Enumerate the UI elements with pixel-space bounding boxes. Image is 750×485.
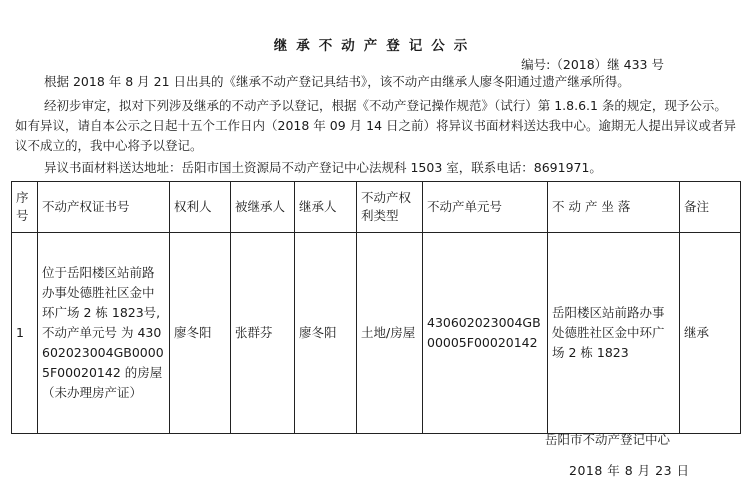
cell-right-type: 土地/房屋	[357, 233, 423, 434]
paragraph-basis: 根据 2018 年 8 月 21 日出具的《继承不动产登记具结书》，该不动产由继承人廖冬阳通过遗产继承所得。	[44, 74, 630, 89]
header-bequeather: 被继承人	[231, 182, 295, 233]
header-location: 不 动 产 坐 落	[548, 182, 680, 233]
table-row	[12, 233, 741, 434]
notice-title: 继承不动产登记公示	[273, 38, 477, 54]
cell-note: 继承	[680, 233, 741, 434]
cell-holder: 廖冬阳	[170, 233, 231, 434]
cell-cert: 位于岳阳楼区站前路办事处德胜社区金中环广场 2 栋 1823号,不动产单元号 为 430602023004GB00005F00020142 的房屋（未办理房产证）	[38, 233, 170, 434]
cell-unit-no: 430602023004GB00005F00020142	[423, 233, 548, 434]
header-right-type: 不动产权利类型	[357, 182, 423, 233]
paragraph-objection-address: 异议书面材料送达地址：岳阳市国土资源局不动产登记中心法规科 1503 室，联系电话：8691971。	[44, 160, 602, 175]
issue-date: 2018 年 8 月 23 日	[569, 463, 690, 478]
registration-table	[11, 181, 741, 434]
paragraph-review: 经初步审定，拟对下列涉及继承的不动产予以登记，根据《不动产登记操作规范》（试行）第 1.8.6.1 条的规定，现予公示。如有异议，请自本公示之日起十五个工作日内（2018 年 09 月 14 日之前）将异议书面材料送达我中心。逾期无人提出异议或者异议不成立的，我中心将予以登记。	[15, 98, 736, 153]
header-heir: 继承人	[295, 182, 357, 233]
header-note: 备注	[680, 182, 741, 233]
document-number: 编号:（2018）继 433 号	[521, 57, 664, 72]
cell-seq: 1	[12, 233, 38, 434]
issuing-organization: 岳阳市不动产登记中心	[545, 432, 671, 447]
cell-heir: 廖冬阳	[295, 233, 357, 434]
table-header-row	[12, 182, 741, 233]
cell-bequeather: 张群芬	[231, 233, 295, 434]
header-cert: 不动产权证书号	[38, 182, 170, 233]
header-holder: 权利人	[170, 182, 231, 233]
header-unit-no: 不动产单元号	[423, 182, 548, 233]
cell-location: 岳阳楼区站前路办事处德胜社区金中环广场 2 栋 1823	[548, 233, 680, 434]
header-seq: 序号	[12, 182, 38, 233]
